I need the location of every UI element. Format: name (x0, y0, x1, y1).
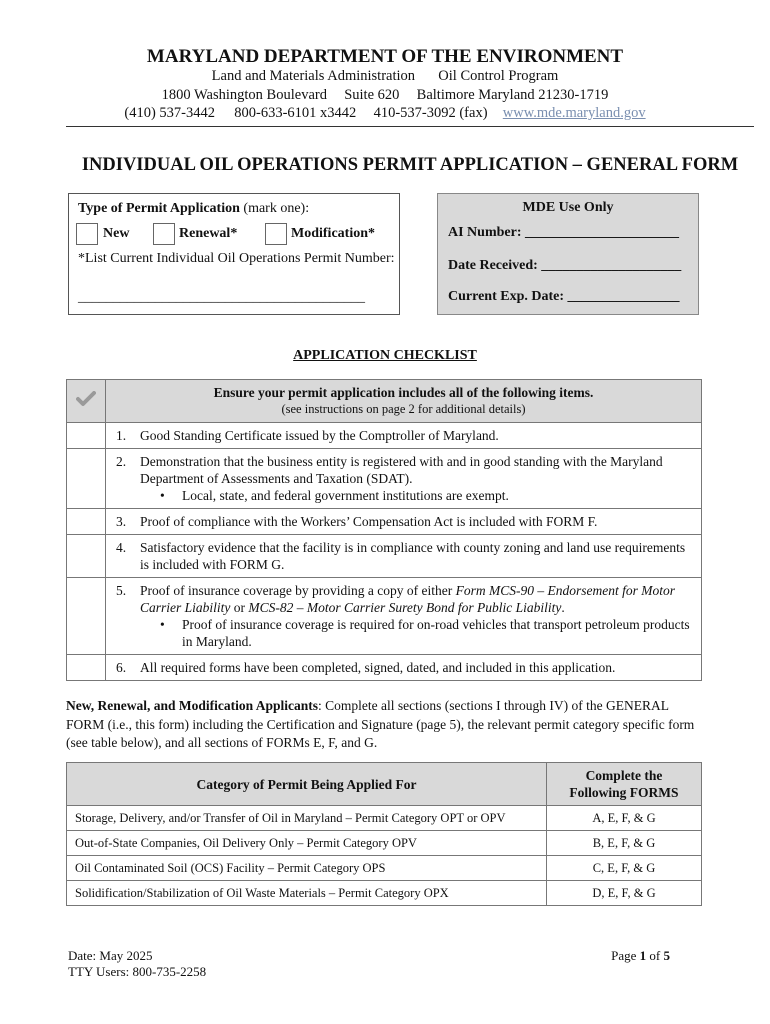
checklist-item (67, 535, 702, 578)
checklist-checkbox[interactable] (67, 535, 106, 578)
category-cell: Storage, Delivery, and/or Transfer of Oil in Maryland – Permit Category OPT or OPV (67, 806, 547, 831)
checklist-title: APPLICATION CHECKLIST (293, 348, 477, 363)
checklist-checkbox[interactable] (67, 655, 106, 681)
forms-header-line-1: Complete the (585, 768, 663, 783)
category-cell: Solidification/Stabilization of Oil Waste Materials – Permit Category OPX (67, 881, 547, 906)
checklist-header-row (67, 380, 702, 423)
item-number: 5. (116, 583, 127, 598)
item-text: Proof of compliance with the Workers’ Compensation Act is included with FORM F. (140, 514, 598, 529)
checklist-check-column (67, 380, 106, 423)
applicants-instructions (66, 697, 706, 753)
revision-date: Date: May 2025 (68, 948, 153, 963)
forms-cell: A, E, F, & G (547, 806, 702, 831)
permit-type-label-rest: (mark one): (239, 201, 310, 216)
item-text: Satisfactory evidence that the facility is in compliance with county zoning and land use requirements is included with FORM G. (140, 540, 686, 572)
administration-name: Land and Materials Administration (211, 68, 416, 84)
page-current: 1 (639, 948, 647, 963)
form-mcs82-title: MCS-82 – Motor Carrier Surety Bond for Public Liability (248, 600, 562, 615)
checklist-item (67, 423, 702, 449)
table-row (67, 806, 702, 831)
page-number (580, 948, 670, 964)
checklist-item (67, 578, 702, 655)
page-prefix: Page (611, 948, 640, 963)
permit-type-box (68, 193, 400, 315)
permit-category-table (66, 762, 702, 906)
footer-left (68, 948, 206, 980)
city: Baltimore Maryland 21230-1719 (416, 87, 609, 103)
checklist-item (67, 655, 702, 681)
permit-type-label (78, 201, 309, 217)
program-name: Oil Control Program (438, 68, 559, 84)
phone-toll-free: 800-633-6101 x3442 (234, 105, 357, 121)
checklist-table (66, 379, 702, 681)
item-text: All required forms have been completed, signed, dated, and included in this application. (140, 660, 616, 675)
form-mcs90-title: Form MCS-90 – Endorsement for Motor Carrier Liability (140, 583, 676, 615)
permit-number-label: *List Current Individual Oil Operations Permit Number: (78, 251, 395, 266)
street-address: 1800 Washington Boulevard (161, 87, 327, 103)
permit-type-label-bold: Type of Permit Application (78, 201, 240, 216)
category-table-header (67, 763, 702, 806)
forms-header-line-2: Following FORMS (569, 785, 679, 800)
item-text-part: or (230, 600, 249, 615)
checklist-instructions (106, 380, 702, 423)
agency-title: MARYLAND DEPARTMENT OF THE ENVIRONMENT (146, 46, 624, 67)
mde-use-only-box (437, 193, 699, 315)
checklist-checkbox[interactable] (67, 449, 106, 509)
checklist-item (67, 449, 702, 509)
page-separator: of (646, 948, 664, 963)
checkmark-icon (76, 395, 96, 410)
current-exp-date-field: Current Exp. Date: ________________ (448, 289, 680, 304)
form-title: INDIVIDUAL OIL OPERATIONS PERMIT APPLICATION – GENERAL FORM (81, 155, 739, 175)
forms-cell: D, E, F, & G (547, 881, 702, 906)
category-cell: Oil Contaminated Soil (OCS) Facility – Permit Category OPS (67, 856, 547, 881)
item-number: 2. (116, 454, 127, 469)
mde-use-title: MDE Use Only (522, 200, 614, 215)
forms-column-header (547, 763, 702, 806)
page-total: 5 (663, 948, 670, 963)
suite: Suite 620 (344, 87, 400, 103)
forms-cell: B, E, F, & G (547, 831, 702, 856)
checklist-checkbox[interactable] (67, 423, 106, 449)
item-text-part: . (561, 600, 565, 615)
website-link[interactable]: www.mde.maryland.gov (502, 105, 646, 121)
table-row (67, 831, 702, 856)
modification-label: Modification* (291, 226, 375, 241)
table-row (67, 856, 702, 881)
item-text: Demonstration that the business entity is registered with and in good standing with the Maryland Department of Assessments and Taxation (SDAT). (140, 454, 663, 486)
bullet-icon: • (160, 617, 165, 632)
item-number: 1. (116, 428, 127, 443)
category-cell: Out-of-State Companies, Oil Delivery Only – Permit Category OPV (67, 831, 547, 856)
letterhead-contacts (0, 105, 770, 122)
applicants-heading: New, Renewal, and Modification Applicants (66, 698, 319, 713)
forms-cell: C, E, F, & G (547, 856, 702, 881)
table-row (67, 881, 702, 906)
bullet-icon: • (160, 488, 165, 503)
item-text-part: Proof of insurance coverage by providing a copy of either (140, 583, 456, 598)
item-number: 4. (116, 540, 127, 555)
new-label: New (103, 226, 130, 241)
checklist-checkbox[interactable] (67, 578, 106, 655)
applicants-text: : Complete all sections (sections I through IV) of the GENERAL FORM (i.e., this form) including the Certification and Signature (page 5), the relevant permit category specific form (see table below), and all sections of FORMs E, F, and G. (66, 698, 695, 750)
item-number: 3. (116, 514, 127, 529)
renewal-label: Renewal* (179, 226, 238, 241)
item-number: 6. (116, 660, 127, 675)
category-column-header: Category of Permit Being Applied For (67, 763, 547, 806)
new-checkbox[interactable] (76, 223, 98, 250)
header-rule (66, 126, 754, 127)
item-bullet: Local, state, and federal government institutions are exempt. (182, 488, 509, 503)
checklist-intro-note: (see instructions on page 2 for additional details) (281, 402, 526, 416)
fax-number: 410-537-3092 (fax) (373, 105, 488, 121)
ai-number-field: AI Number: ______________________ (448, 225, 679, 240)
item-text (140, 583, 675, 615)
letterhead-address (0, 87, 770, 104)
letterhead-line-1 (0, 68, 770, 85)
permit-number-field[interactable]: _________________________________________ (78, 290, 365, 305)
checklist-item (67, 509, 702, 535)
phone-main: (410) 537-3442 (124, 105, 216, 121)
tty-number: TTY Users: 800-735-2258 (68, 964, 207, 979)
modification-checkbox[interactable] (265, 223, 287, 250)
checklist-checkbox[interactable] (67, 509, 106, 535)
item-text: Good Standing Certificate issued by the Comptroller of Maryland. (140, 428, 499, 443)
date-received-field: Date Received: ____________________ (448, 258, 682, 273)
item-bullet: Proof of insurance coverage is required for on-road vehicles that transport petroleum products in Maryland. (182, 617, 690, 649)
renewal-checkbox[interactable] (153, 223, 175, 250)
checklist-intro: Ensure your permit application includes all of the following items. (213, 385, 594, 400)
